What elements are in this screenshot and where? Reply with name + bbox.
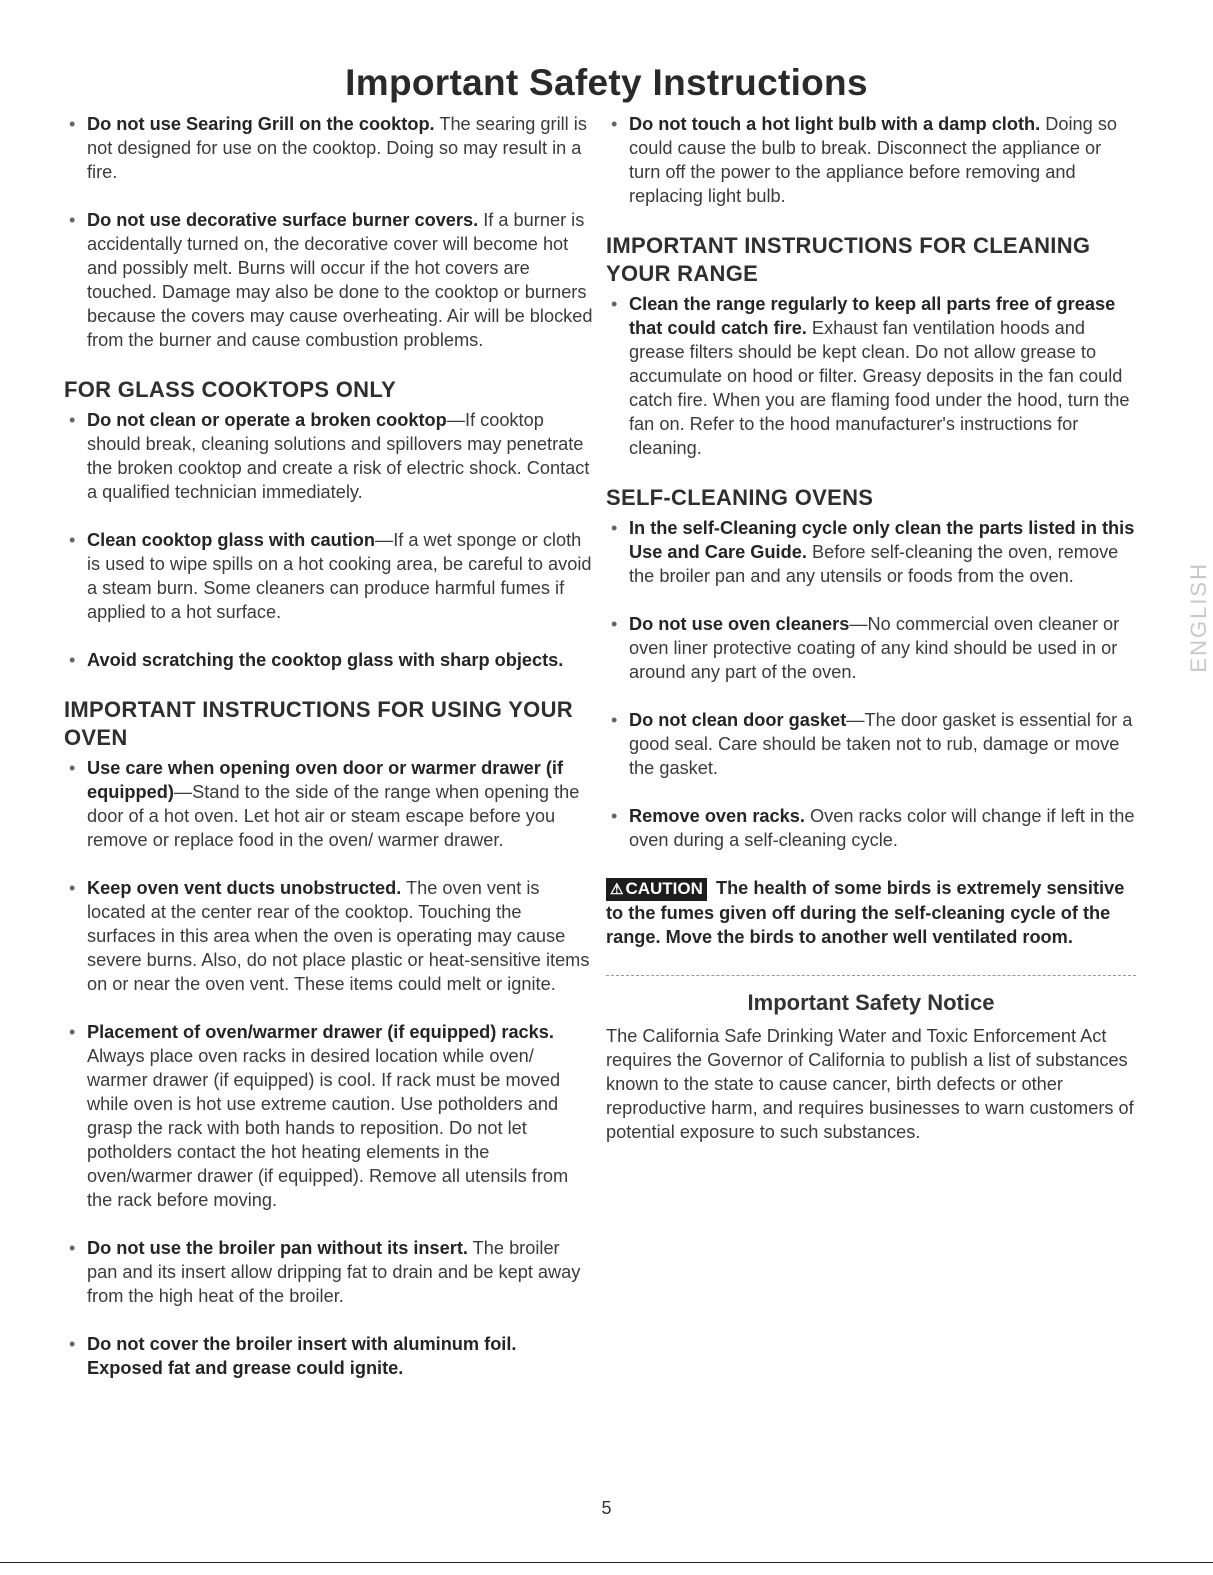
bullet-rack-placement: • Placement of oven/warmer drawer (if equipped) racks. Always place oven racks in desired location while oven/ warmer drawer (if equipped) is cool. If rack must be moved while oven is hot use extreme caution. Use potholders and grasp the rack with both hands to reposition. Do not let potholders contact the hot heating elements in the oven/warmer drawer (if equipped). Remove all utensils from the rack before moving.: [64, 1020, 594, 1212]
glass-cooktops-heading: FOR GLASS COOKTOPS ONLY: [64, 377, 397, 402]
bullet-aluminum-foil: • Do not cover the broiler insert with aluminum foil. Exposed fat and grease could ignite.: [64, 1332, 594, 1380]
bullet-broken-cooktop: • Do not clean or operate a broken cooktop—If cooktop should break, cleaning solutions and spillovers may penetrate the broken cooktop and create a risk of electric shock. Contact a qualified technician immediately.: [64, 408, 594, 504]
self-cleaning-heading: SELF-CLEANING OVENS: [606, 485, 874, 510]
bullet-light-bulb: • Do not touch a hot light bulb with a damp cloth. Doing so could cause the bulb to break. Disconnect the appliance or turn off the power to the appliance before removing and replacing light bulb.: [606, 112, 1136, 208]
bullet-oven-door: • Use care when opening oven door or warmer drawer (if equipped)—Stand to the side of the range when opening the door of a hot oven. Let hot air or steam escape before you remove or replace food in the oven/ warmer drawer.: [64, 756, 594, 852]
right-column: [606, 112, 1136, 1144]
caution-badge: ⚠ CAUTION: [606, 878, 707, 901]
left-column: [64, 112, 594, 1404]
caution-notice: [606, 876, 1136, 949]
bullet-decorative-covers: • Do not use decorative surface burner covers. If a burner is accidentally turned on, the decorative cover will become hot and possibly melt. Burns will occur if the hot covers are touched. Damage may also be done to the cooktop or burners because the covers may cause overheating. Air will be blocked from the burner and cause combustion problems.: [64, 208, 594, 352]
safety-notice-title: Important Safety Notice: [747, 990, 995, 1015]
language-side-tab: ENGLISH: [1186, 562, 1211, 673]
warning-triangle-icon: ⚠: [610, 881, 624, 898]
bullet-avoid-scratching: • Avoid scratching the cooktop glass with sharp objects.: [64, 648, 594, 672]
bullet-self-clean-parts: • In the self-Cleaning cycle only clean the parts listed in this Use and Care Guide. Before self-cleaning the oven, remove the broiler pan and any utensils or foods from the oven.: [606, 516, 1136, 588]
bottom-rule: [0, 1562, 1213, 1563]
bullet-clean-glass: • Clean cooktop glass with caution—If a wet sponge or cloth is used to wipe spills on a hot cooking area, be careful to avoid a steam burn. Some cleaners can produce harmful fumes if applied to a hot surface.: [64, 528, 594, 624]
page-number: 5: [601, 1498, 612, 1518]
caution-text: The health of some birds is extremely sensitive to the fumes given off during the self-cleaning cycle of the range. Move the birds to another well ventilated room.: [606, 878, 1125, 947]
using-oven-heading: IMPORTANT INSTRUCTIONS FOR USING YOUR OVEN: [64, 697, 573, 750]
bullet-remove-racks: • Remove oven racks. Oven racks color will change if left in the oven during a self-cleaning cycle.: [606, 804, 1136, 852]
safety-notice-body: The California Safe Drinking Water and Toxic Enforcement Act requires the Governor of California to publish a list of substances known to the state to cause cancer, birth defects or other reproductive harm, and requires businesses to warn customers of potential exposure to such substances.: [606, 1026, 1134, 1142]
bullet-clean-regularly: • Clean the range regularly to keep all parts free of grease that could catch fire. Exhaust fan ventilation hoods and grease filters should be kept clean. Do not allow grease to accumulate on hood or filter. Greasy deposits in the fan could catch fire. When you are flaming food under the hood, turn the fan on. Refer to the hood manufacturer's instructions for cleaning.: [606, 292, 1136, 460]
page-title: Important Safety Instructions: [345, 62, 868, 103]
dashed-divider: [606, 975, 1136, 976]
bullet-door-gasket: • Do not clean door gasket—The door gasket is essential for a good seal. Care should be taken not to rub, damage or move the gasket.: [606, 708, 1136, 780]
bullet-vent-ducts: • Keep oven vent ducts unobstructed. The oven vent is located at the center rear of the cooktop. Touching the surfaces in this area when the oven is operating may cause severe burns. Also, do not place plastic or heat-sensitive items on or near the oven vent. These items could melt or ignite.: [64, 876, 594, 996]
bullet-broiler-insert: • Do not use the broiler pan without its insert. The broiler pan and its insert allow dripping fat to drain and be kept away from the high heat of the broiler.: [64, 1236, 594, 1308]
bullet-oven-cleaners: • Do not use oven cleaners—No commercial oven cleaner or oven liner protective coating of any kind should be used in or around any part of the oven.: [606, 612, 1136, 684]
cleaning-range-heading: IMPORTANT INSTRUCTIONS FOR CLEANING YOUR RANGE: [606, 233, 1091, 286]
bullet-searing-grill: • Do not use Searing Grill on the cooktop. The searing grill is not designed for use on the cooktop. Doing so may result in a fire.: [64, 112, 594, 184]
